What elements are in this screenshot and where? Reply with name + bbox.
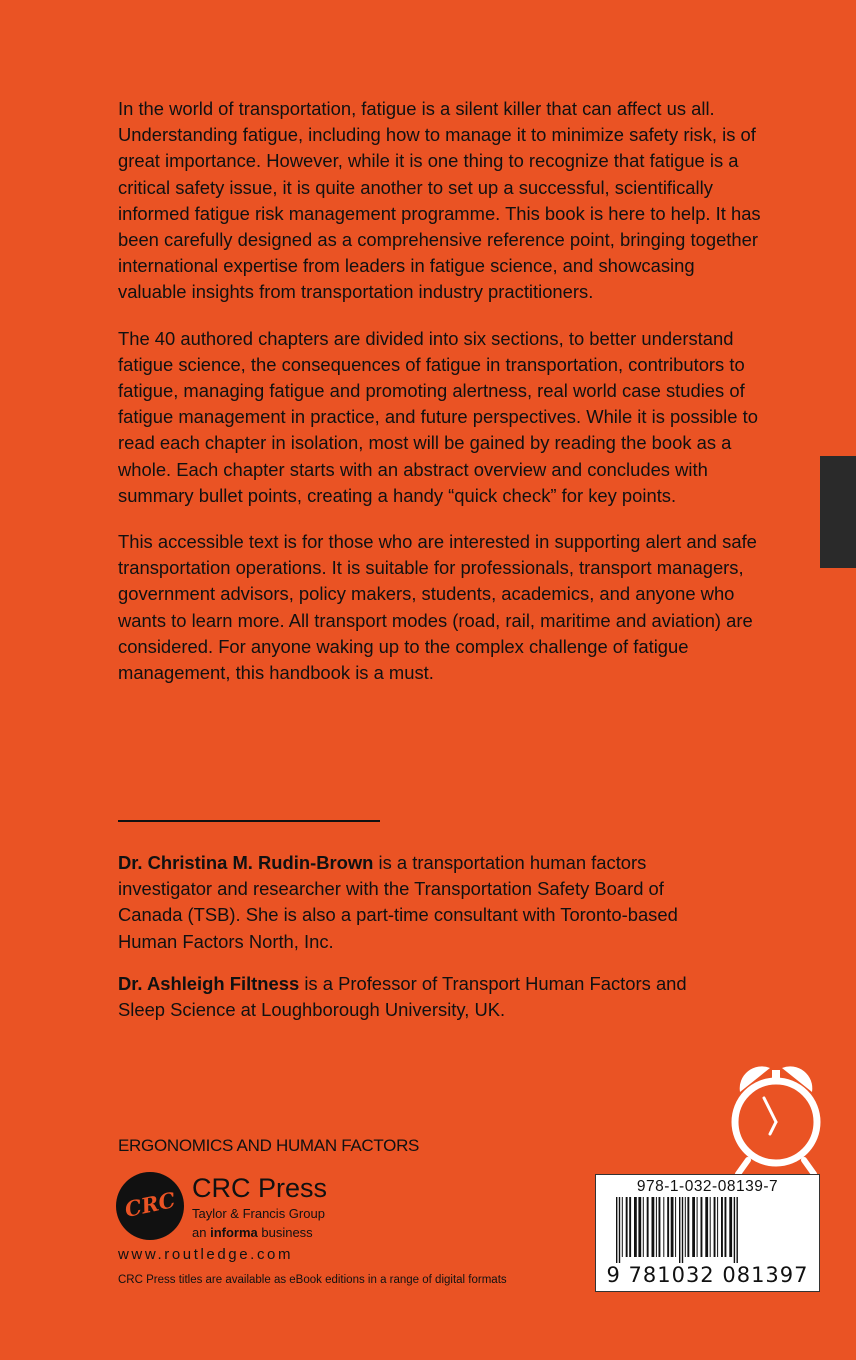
barcode-bar bbox=[643, 1197, 644, 1257]
barcode-bar bbox=[697, 1197, 698, 1257]
barcode-bar bbox=[659, 1197, 661, 1257]
crc-logo-text: CRC bbox=[122, 1186, 178, 1223]
barcode-bar bbox=[701, 1197, 703, 1257]
barcode-bar bbox=[729, 1197, 732, 1257]
barcode-bar bbox=[647, 1197, 649, 1257]
book-description bbox=[118, 96, 768, 706]
barcode-bar bbox=[710, 1197, 711, 1257]
barcode-bar bbox=[629, 1197, 631, 1257]
author-bio-1 bbox=[118, 850, 698, 955]
author-bios bbox=[118, 850, 698, 1039]
barcode-bar bbox=[638, 1197, 641, 1257]
author-name-1: Dr. Christina M. Rudin-Brown bbox=[118, 852, 374, 873]
description-paragraph-1: In the world of transportation, fatigue is a silent killer that can affect us all. Understanding fatigue, including how to manage it to minimize safety risk, is of great importance. However, while it is one thing to recognize that fatigue is a critical safety issue, it is quite another to set up a successful, scientifically informed fatigue risk management programme. This book is here to help. It has been carefully designed as a comprehensive reference point, bringing together international expertise from leaders in fatigue science, and showcasing valuable insights from transportation industry practitioners. bbox=[118, 98, 761, 303]
barcode-bar bbox=[717, 1197, 718, 1257]
barcode-bar bbox=[734, 1197, 735, 1263]
publisher-group: Taylor & Francis Group bbox=[192, 1206, 325, 1221]
barcode-bar bbox=[652, 1197, 655, 1257]
author-bio-text-1: is a transportation human factors investigator and researcher with the Transportation Safety Board of Canada (TSB). She is also a part-time consultant with Toronto-based Human Factors North, Inc. bbox=[118, 852, 678, 952]
barcode-bar bbox=[682, 1197, 683, 1263]
isbn-barcode bbox=[595, 1174, 820, 1292]
publisher-subtitle: an informa business bbox=[192, 1225, 313, 1240]
description-paragraph-3: This accessible text is for those who are interested in supporting alert and safe transportation operations. It is suitable for professionals, transport managers, government advisors, policy makers, students, academics, and anyone who wants to learn more. All transport modes (road, rail, maritime and aviation) are considered. For anyone waking up to the complex challenge of fatigue management, this handbook is a must. bbox=[118, 531, 757, 684]
barcode-bar bbox=[685, 1197, 686, 1257]
description-paragraph-2: The 40 authored chapters are divided into six sections, to better understand fatigue science, the consequences of fatigue in transportation, contributors to fatigue, managing fatigue and promoting alertness, real world case studies of fatigue management in practice, and future perspectives. While it is possible to read each chapter in isolation, most will be gained by reading the book as a whole. Each chapter starts with an abstract overview and concludes with summary bullet points, creating a handy “quick check” for key points. bbox=[118, 327, 758, 506]
barcode-bar bbox=[675, 1197, 676, 1257]
barcode-bar bbox=[622, 1197, 623, 1257]
alarm-clock-icon bbox=[726, 1056, 826, 1176]
barcode-bar bbox=[737, 1197, 738, 1263]
publisher-name: CRC Press bbox=[192, 1173, 328, 1203]
publisher-website: www.routledge.com bbox=[118, 1246, 294, 1263]
barcode-bar bbox=[687, 1197, 689, 1257]
barcode-bar bbox=[619, 1197, 620, 1263]
barcode-bar bbox=[692, 1197, 695, 1257]
barcode-bar bbox=[616, 1197, 617, 1263]
spine-tab bbox=[820, 456, 856, 568]
barcode-bar bbox=[634, 1197, 637, 1257]
author-name-2: Dr. Ashleigh Filtness bbox=[118, 972, 300, 994]
barcode-bar bbox=[705, 1197, 708, 1257]
series-title: ERGONOMICS AND HUMAN FACTORS bbox=[118, 1136, 420, 1155]
barcode-bar bbox=[714, 1197, 716, 1257]
section-divider bbox=[118, 820, 380, 822]
barcode-digits: 9 781032 081397 bbox=[606, 1263, 809, 1287]
barcode-bar bbox=[679, 1197, 680, 1263]
author-bio-2 bbox=[118, 971, 698, 1023]
barcode-bar bbox=[656, 1197, 657, 1257]
barcode-bar bbox=[663, 1197, 664, 1257]
author-bio-text-2: is a Professor of Transport Human Factors and Sleep Science at Loughborough University, UK. bbox=[118, 972, 687, 1021]
barcode-bar bbox=[671, 1197, 674, 1257]
crc-logo-icon bbox=[116, 1172, 184, 1240]
barcode-bar bbox=[667, 1197, 669, 1257]
barcode-bar bbox=[721, 1197, 723, 1257]
isbn-number: 978-1-032-08139-7 bbox=[636, 1178, 779, 1195]
barcode-bars bbox=[614, 1197, 803, 1263]
ebook-note: CRC Press titles are available as eBook editions in a range of digital formats bbox=[118, 1274, 507, 1286]
barcode-bar bbox=[626, 1197, 628, 1257]
barcode-bar bbox=[725, 1197, 727, 1257]
